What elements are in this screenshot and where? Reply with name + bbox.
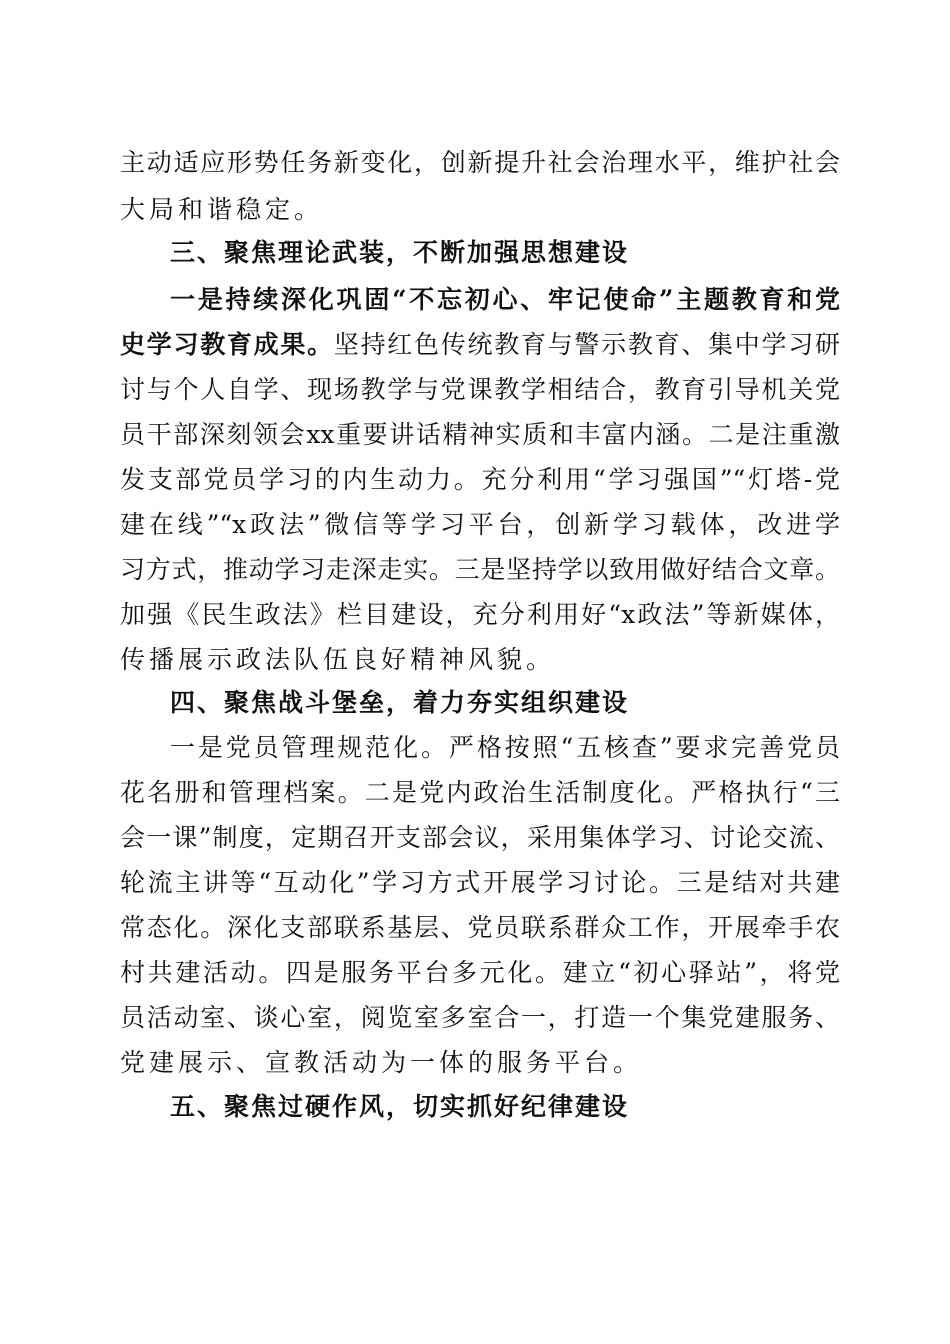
paragraph-text: 坚持红色传统教育与警示教育、集中学习研 <box>333 330 840 359</box>
paragraph-line: 花名册和管理档案。二是党内政治生活制度化。严格执行“三 <box>120 778 840 807</box>
paragraph-line: 主动适应形势任务新变化，创新提升社会治理水平，维护社会 <box>120 148 840 177</box>
section-heading-5: 五、聚焦过硬作风，切实抓好纪律建设 <box>170 1092 630 1121</box>
paragraph-line: 发支部党员学习的内生动力。充分利用“学习强国”“灯塔-党 <box>120 465 840 494</box>
paragraph-line: 一是党员管理规范化。严格按照“五核查”要求完善党员 <box>170 733 840 762</box>
paragraph-line: 村共建活动。四是服务平台多元化。建立“初心驿站”，将党 <box>120 958 840 987</box>
paragraph-line: 会一课”制度，定期召开支部会议，采用集体学习、讨论交流、 <box>120 823 840 852</box>
paragraph-line-bold: 一是持续深化巩固“不忘初心、牢记使命”主题教育和党 <box>170 285 840 314</box>
bold-lead-text: 史学习教育成果。 <box>120 330 334 359</box>
paragraph-line: 常态化。深化支部联系基层、党员联系群众工作，开展牵手农 <box>120 913 840 942</box>
section-heading-3: 三、聚焦理论武装，不断加强思想建设 <box>170 238 630 267</box>
section-heading-4: 四、聚焦战斗堡垒，着力夯实组织建设 <box>170 688 630 717</box>
paragraph-line: 大局和谐稳定。 <box>120 195 324 224</box>
paragraph-line: 轮流主讲等“互动化”学习方式开展学习讨论。三是结对共建 <box>120 868 840 897</box>
paragraph-line: 员活动室、谈心室，阅览室多室合一，打造一个集党建服务、 <box>120 1003 840 1032</box>
paragraph-line: 党建展示、宣教活动为一体的服务平台。 <box>120 1048 643 1077</box>
paragraph-line <box>120 325 840 365</box>
paragraph-line: 建在线”“x政法”微信等学习平台，创新学习载体，改进学 <box>120 510 840 539</box>
paragraph-line: 习方式，推动学习走深走实。三是坚持学以致用做好结合文章。 <box>120 555 840 584</box>
paragraph-line: 传播展示政法队伍良好精神风貌。 <box>120 645 556 674</box>
paragraph-line: 员干部深刻领会xx重要讲话精神实质和丰富内涵。二是注重激 <box>120 420 840 449</box>
paragraph-line: 讨与个人自学、现场教学与党课教学相结合，教育引导机关党 <box>120 375 840 404</box>
paragraph-line: 加强《民生政法》栏目建设，充分利用好“x政法”等新媒体， <box>120 600 840 629</box>
